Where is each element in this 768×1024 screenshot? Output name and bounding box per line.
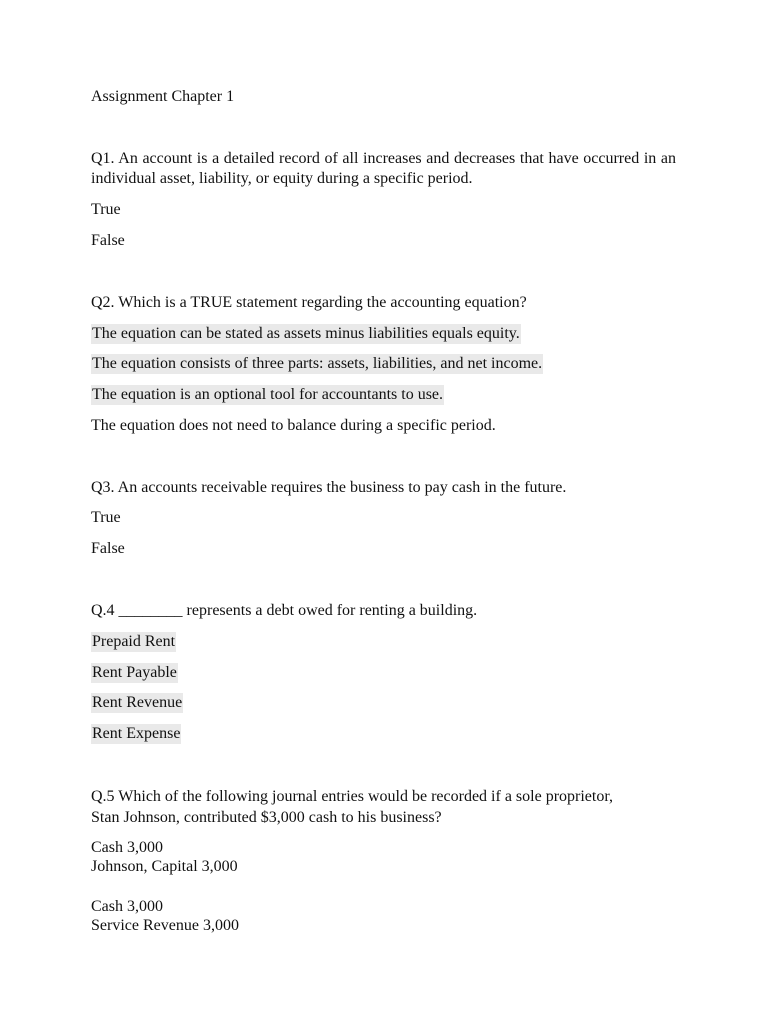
question-4-option-a: Prepaid Rent bbox=[92, 633, 176, 650]
question-2-option-c: The equation is an optional tool for accountants to use. bbox=[92, 386, 444, 403]
question-2-option-d: The equation does not need to balance during a specific period. bbox=[91, 417, 496, 434]
question-1-option-false: False bbox=[91, 232, 125, 249]
question-1-text: Q1. An account is a detailed record of all increases and decreases that have occurred in an individual asset, liability, or equity during a specific period. bbox=[91, 150, 676, 187]
question-3-option-false: False bbox=[91, 540, 125, 557]
question-5-option-a-debit: Cash 3,000 bbox=[91, 839, 163, 856]
question-4-option-b: Rent Payable bbox=[92, 664, 177, 681]
question-5-text-line-1: Q.5 Which of the following journal entries would be recorded if a sole proprietor, bbox=[91, 788, 614, 805]
question-5-option-b-debit: Cash 3,000 bbox=[91, 898, 163, 915]
question-4-option-d: Rent Expense bbox=[92, 725, 181, 742]
question-5-option-a-credit: Johnson, Capital 3,000 bbox=[91, 858, 238, 875]
question-3-option-true: True bbox=[91, 509, 121, 526]
question-5-option-b-credit: Service Revenue 3,000 bbox=[91, 917, 239, 934]
question-5-text-line-2: Stan Johnson, contributed $3,000 cash to his business? bbox=[91, 809, 442, 826]
question-2-option-b: The equation consists of three parts: assets, liabilities, and net income. bbox=[92, 355, 543, 372]
question-3-text: Q3. An accounts receivable requires the business to pay cash in the future. bbox=[91, 479, 567, 496]
question-2-option-a: The equation can be stated as assets minus liabilities equals equity. bbox=[92, 325, 520, 342]
question-2-text: Q2. Which is a TRUE statement regarding the accounting equation? bbox=[91, 294, 527, 311]
question-4-text: Q.4 ________ represents a debt owed for renting a building. bbox=[91, 602, 478, 619]
question-1-option-true: True bbox=[91, 201, 121, 218]
page-title: Assignment Chapter 1 bbox=[91, 88, 235, 105]
question-4-option-c: Rent Revenue bbox=[92, 694, 183, 711]
